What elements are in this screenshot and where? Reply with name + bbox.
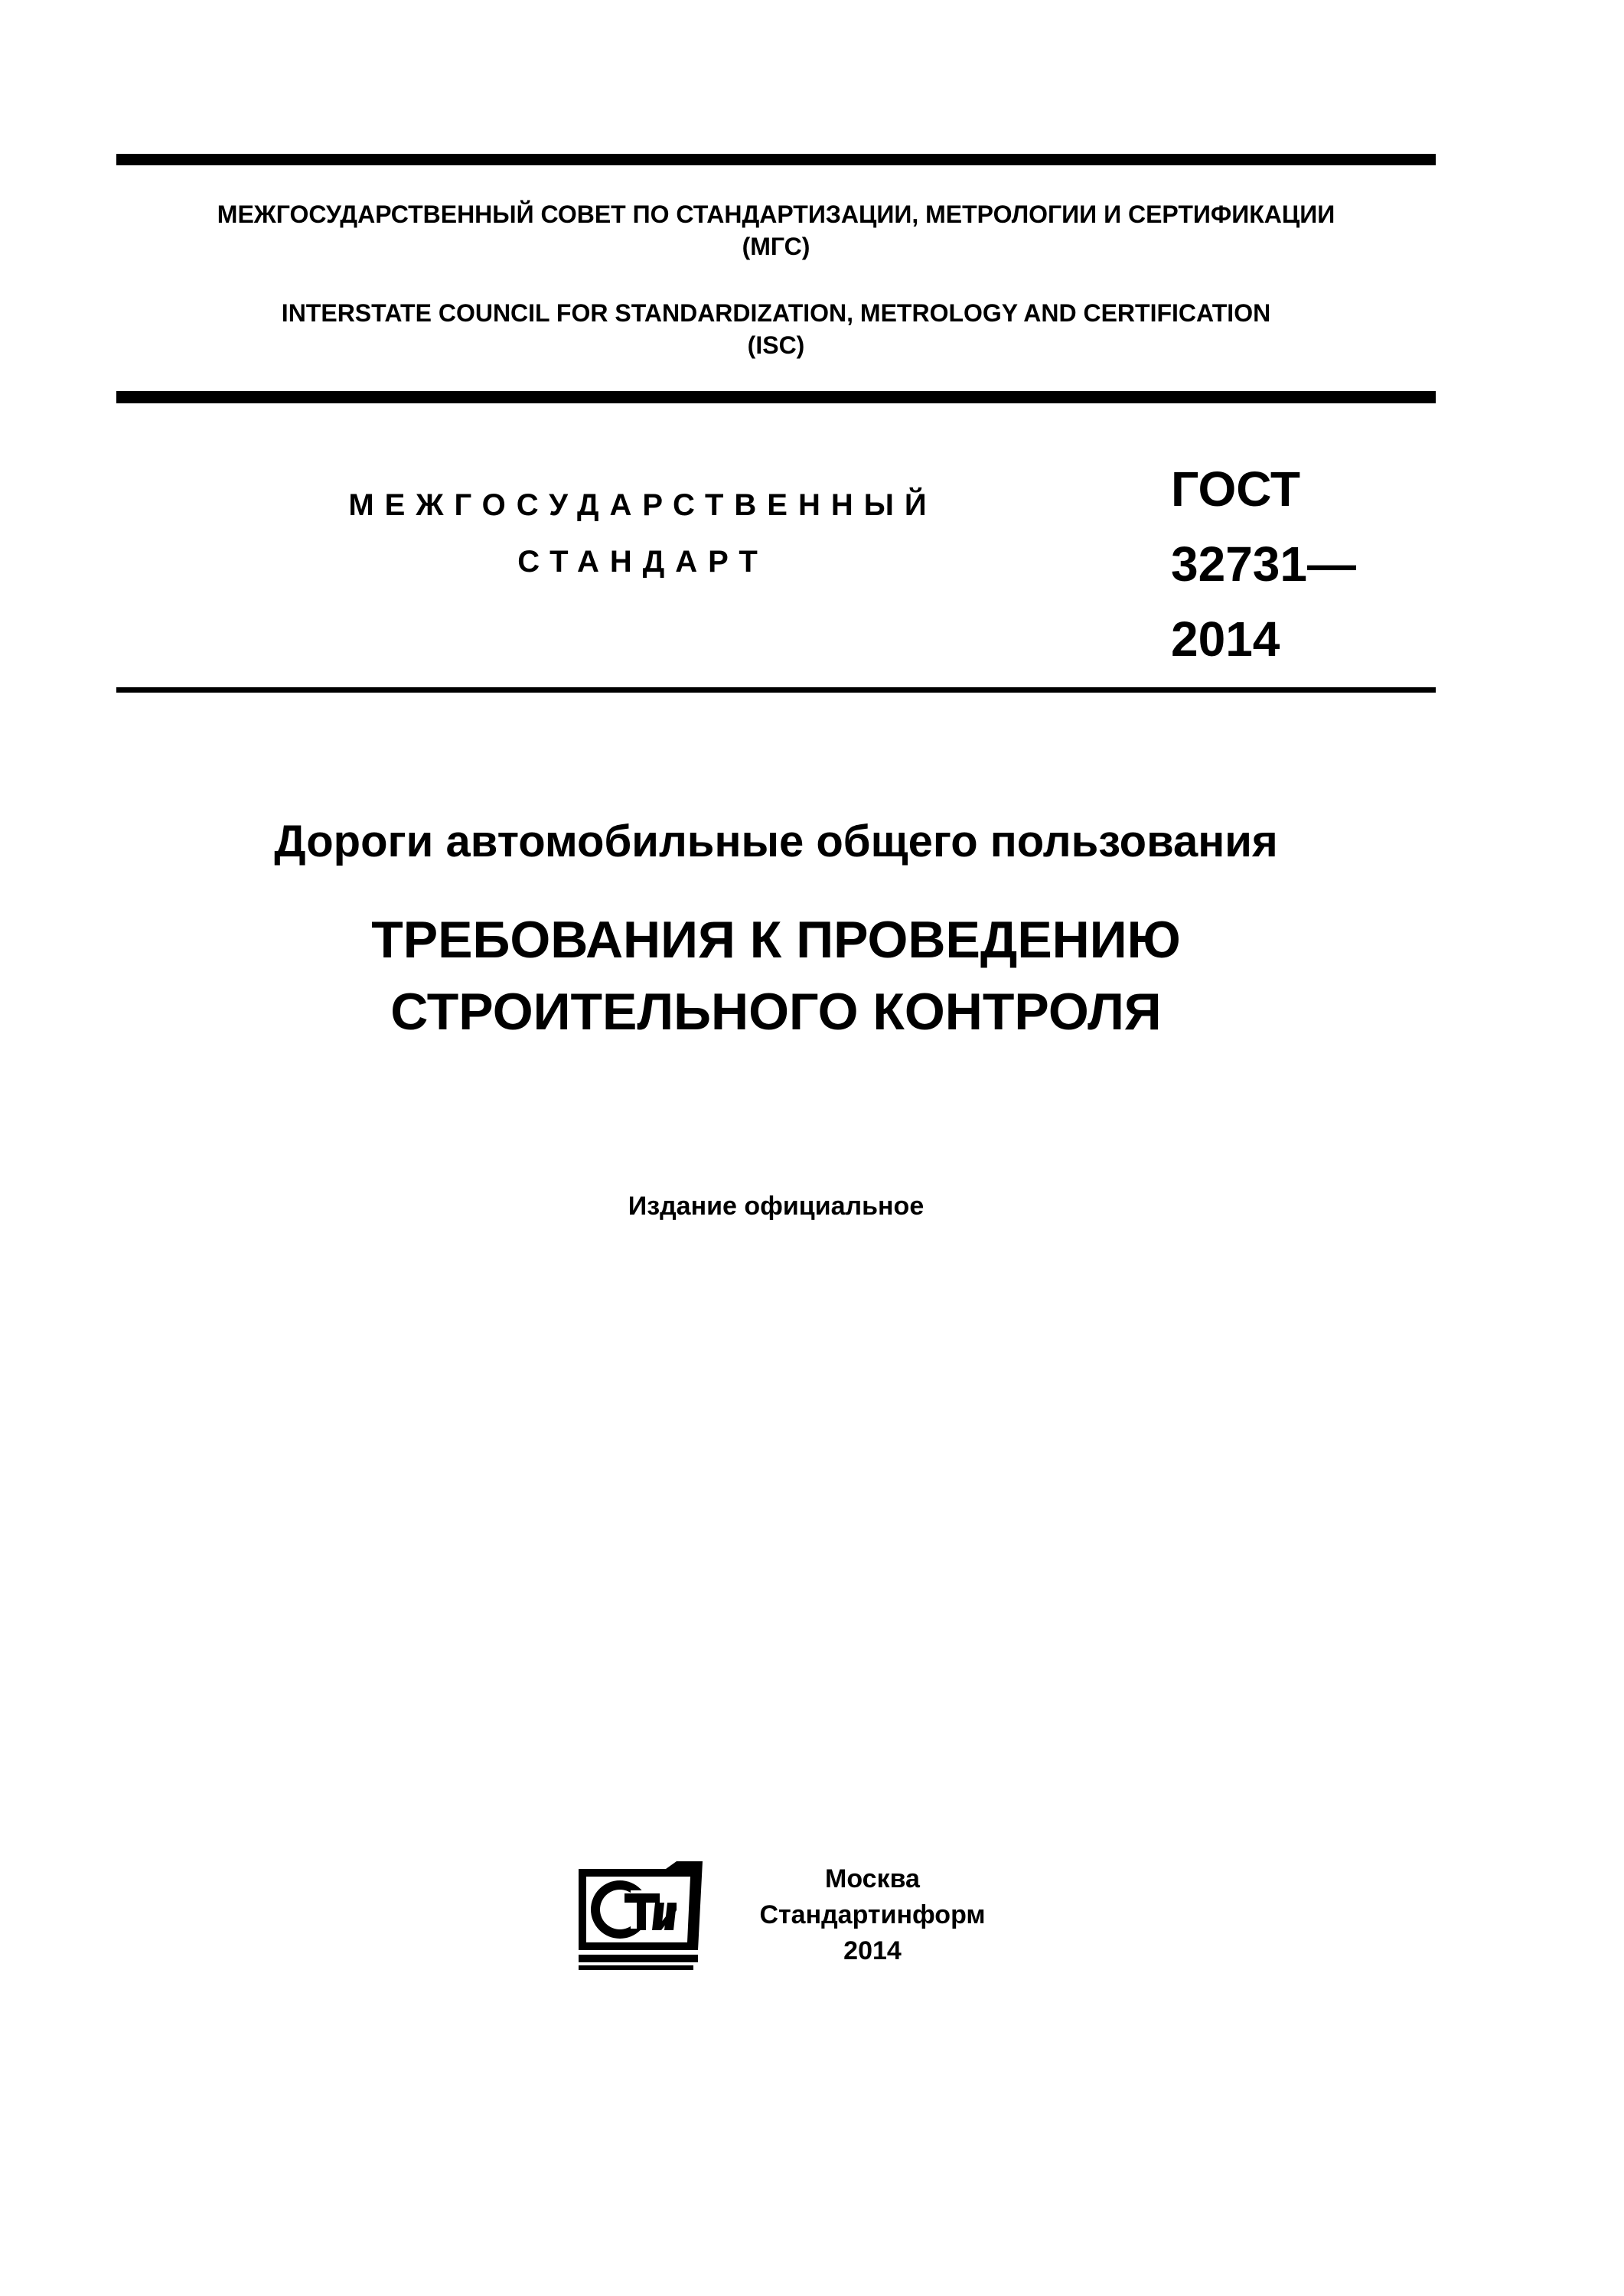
council-abbr-en: (ISC) [747, 331, 805, 359]
council-name-en [116, 297, 1436, 361]
title-divider-rule [116, 687, 1436, 693]
top-rule [116, 154, 1436, 165]
standard-type-line2: СТАНДАРТ [517, 545, 768, 579]
publisher-city: Москва [825, 1864, 920, 1893]
gost-label: ГОСТ [1171, 461, 1300, 517]
gost-year: 2014 [1171, 612, 1280, 667]
document-title-line2: СТРОИТЕЛЬНОГО КОНТРОЛЯ [390, 983, 1162, 1041]
header-divider-rule [116, 391, 1436, 403]
publisher-year: 2014 [843, 1936, 902, 1965]
gost-code [1171, 452, 1356, 677]
edition-note: Издание официальное [628, 1192, 925, 1221]
document-title [116, 904, 1436, 1048]
standard-type-line1: МЕЖГОСУДАРСТВЕННЫЙ [348, 488, 938, 522]
council-name-en-line1: INTERSTATE COUNCIL FOR STANDARDIZATION, METROLOGY AND CERTIFICATION [281, 299, 1271, 327]
standartinform-logo-icon [576, 1860, 706, 1975]
council-abbr-ru: (МГС) [742, 233, 810, 260]
publisher-name: Стандартинформ [759, 1900, 986, 1929]
document-title-line1: ТРЕБОВАНИЯ К ПРОВЕДЕНИЮ [371, 911, 1181, 969]
council-name-ru [116, 198, 1436, 263]
council-name-ru-line1: МЕЖГОСУДАРСТВЕННЫЙ СОВЕТ ПО СТАНДАРТИЗАЦИИ, МЕТРОЛОГИИ И СЕРТИФИКАЦИИ [217, 201, 1335, 228]
document-subtitle: Дороги автомобильные общего пользования [274, 817, 1278, 866]
gost-number: 32731— [1171, 536, 1356, 592]
publisher-info [712, 1861, 1033, 1969]
